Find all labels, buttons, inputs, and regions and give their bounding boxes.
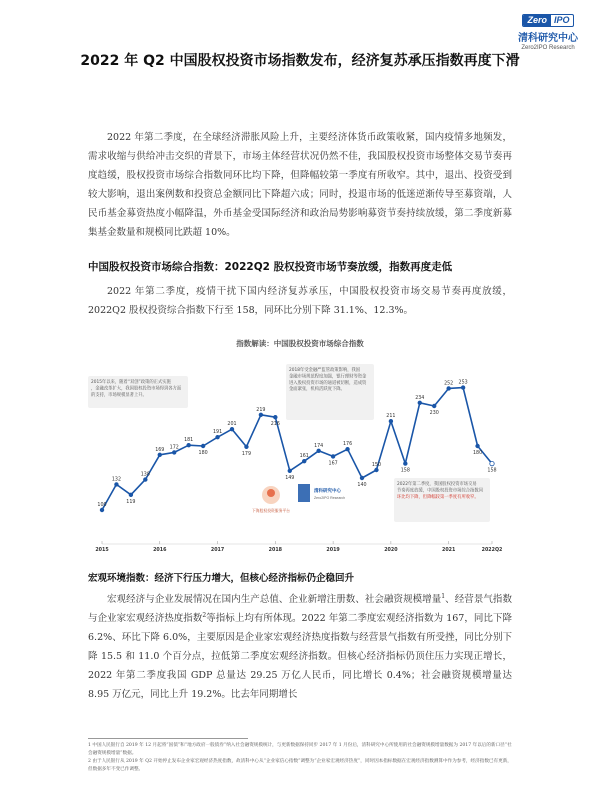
footnote-divider <box>88 738 248 739</box>
data-point <box>302 459 306 463</box>
x-tick-label: 2019 <box>326 548 340 553</box>
data-point <box>317 449 321 453</box>
data-label: 138 <box>140 472 150 478</box>
zero2ipo-logo <box>508 8 588 51</box>
x-tick-label: 2018 <box>268 548 283 553</box>
x-tick-label: 2022Q2 <box>481 548 503 553</box>
data-point <box>418 401 422 405</box>
data-point <box>100 508 104 512</box>
data-point <box>476 444 480 448</box>
data-point <box>245 445 249 449</box>
watermark-right-label-en: Zero2IPO Research <box>314 496 346 500</box>
composite-index-chart <box>88 332 512 554</box>
data-point <box>360 476 364 480</box>
chart-canvas <box>88 332 512 554</box>
data-label: 172 <box>169 445 179 451</box>
data-label: 180 <box>198 451 208 456</box>
data-label: 119 <box>126 499 136 505</box>
data-label: 216 <box>270 422 280 428</box>
data-point <box>115 483 119 487</box>
data-label: 253 <box>458 380 468 386</box>
logo-badge <box>522 14 573 27</box>
data-label: 201 <box>227 422 237 428</box>
section2-heading: 宏观环境指数：经济下行压力增大，但核心经济指标仍企稳回升 <box>88 573 355 584</box>
footnote-ref-2[interactable]: 2 <box>202 611 207 619</box>
data-point <box>375 468 379 472</box>
watermark-left-icon-core <box>267 489 275 497</box>
data-label: 191 <box>212 430 223 436</box>
data-point <box>230 427 234 431</box>
data-label: 211 <box>386 414 396 420</box>
data-point <box>259 413 263 417</box>
data-point <box>129 493 133 497</box>
data-label: 158 <box>400 468 410 474</box>
data-label: 167 <box>328 461 338 467</box>
data-label: 179 <box>241 451 252 457</box>
logo-badge-zero: Zero <box>523 14 551 27</box>
data-point <box>490 461 494 465</box>
x-tick-label: 2016 <box>153 548 167 553</box>
data-point <box>404 462 408 466</box>
section2-paragraph <box>88 590 512 704</box>
data-point <box>346 447 350 451</box>
data-point <box>274 415 278 419</box>
data-point <box>158 453 162 457</box>
logo-badge-ipo: IPO <box>554 15 570 25</box>
section2-body-a: 宏观经济与企业发展情况在国内生产总值、企业新增注册数、社会融资规模增量 <box>107 594 442 605</box>
section2-body-b: 、经营景气指数与企业家宏观经济热度指数 <box>88 594 512 624</box>
footnotes <box>88 742 512 774</box>
data-point <box>187 443 191 447</box>
footnote-ref-1[interactable]: 1 <box>441 592 446 600</box>
data-label: 176 <box>342 442 353 448</box>
footnote-1: 1 中国人民银行自 2019 年 12 月起将“国债”和“地方政府一般债券”纳入社会融资规模统计，与更新数据保持同步 2017 年 1 月份后，清科研究中心所使用的社会融资规模增量数据为 2017 年以后的新口径“社会融资规模增量”数据。 <box>88 743 512 756</box>
annotation-text-3: 2022年第二季度，我国股权投资市场交易节奏再度放缓，中国股权投资市场综合指数同环比均下降，但降幅较第一季度有所收窄。 <box>397 482 483 500</box>
x-tick-label: 2015 <box>95 548 109 553</box>
data-point <box>389 419 393 423</box>
chart-title: 指数解读：中国股权投资市场综合指数 <box>236 339 364 348</box>
data-point <box>216 435 220 439</box>
logo-name-cn: 清科研究中心 <box>518 33 578 44</box>
data-point <box>144 478 148 482</box>
annotation-text-1: 2015年以来，随着“双创”政策的正式实施，金融改革扩大，我国股权投资市场得到各方面的支持，市场规模显著上升。 <box>91 380 182 398</box>
data-point <box>331 455 335 459</box>
data-label: 181 <box>184 438 194 444</box>
data-label: 180 <box>472 451 483 456</box>
section2-body-c: 等指标上均有所体现。2022 年第二季度宏观经济指数为 167，同比下降 6.2%、环比下降 6.0%，主要原因是企业家宏观经济热度指数与经营景气指数有所受挫，同比分别下降 15.5 和 11.0 个百分点，拉低第二季度宏观经济指数。但核心经济指标仍顶住压力实现正增长，2022 年第二季度我国 GDP 总量达 29.25 万亿人民币，同比增长 0.4%；社会融资规模增量达 8.95 万亿元，同比上升 19.2%。比去年同期增长 <box>88 613 512 700</box>
data-label: 174 <box>314 443 324 449</box>
data-label: 169 <box>155 447 165 453</box>
data-label: 230 <box>429 411 439 416</box>
annotation-text-2: 2018年受金融严监管政策影响，我国金融市场规范程度加强，银行理财等资金进入股权投资市场的通道被切断，造成资金面紧张，机构活跃度下降。 <box>289 368 367 393</box>
watermark-right-label-cn: 清科研究中心 <box>314 489 341 494</box>
data-label: 132 <box>111 477 122 483</box>
x-tick-label: 2020 <box>384 548 398 553</box>
data-label: 219 <box>256 407 266 413</box>
intro-paragraph: 2022 年第二季度，在全球经济滞胀风险上升，主要经济体货币政策收紧，国内疫情多地频发，需求收缩与供给冲击交织的背景下，市场主体经营状况仍然不佳，我国股权投资市场整体交易节奏再度趋缓，股权投资市场综合指数同环比均下降，但降幅较第一季度有所收窄。其中，退出、投资受到较大影响，退出案例数和投资总金额同比下降超六成；同时，投退市场的低迷逆渐传导至募资端，人民币基金募资热度小幅降温，外币基金受国际经济和政治局势影响募资节奏持续放缓，第二季度新募集基金数量和规模同比跌超 10%。 <box>88 132 512 238</box>
footnote-2: 2 由于人民银行从 2019 年 Q2 开始停止发布企业家宏观经济热度指数，故清科中心从“企业家信心指数”调整为“企业家宏观经济热度”，同时因本指标数据在宏观经济指数测算中作为参考，经济指数已有更新，但数据多年不变已作调整。 <box>88 759 512 772</box>
x-tick-label: 2021 <box>441 548 456 553</box>
data-point <box>432 404 436 408</box>
data-label: 158 <box>487 468 497 474</box>
data-label: 140 <box>357 483 367 488</box>
watermark-right-icon <box>298 484 310 502</box>
data-point <box>461 386 465 390</box>
logo-name-en: Zero2IPO Research <box>521 45 575 51</box>
watermark-left-label: 下海股权投资服务平台 <box>252 508 290 513</box>
data-label: 100 <box>97 503 107 508</box>
data-label: 252 <box>444 381 454 387</box>
x-tick-label: 2017 <box>210 548 225 553</box>
data-point <box>288 469 292 473</box>
data-point <box>172 451 176 455</box>
article-title: 2022 年 Q2 中国股权投资市场指数发布，经济复苏承压指数再度下滑 <box>80 53 520 69</box>
section1-heading: 中国股权投资市场综合指数：2022Q2 股权投资市场节奏放缓，指数再度走低 <box>88 261 453 273</box>
data-point <box>447 387 451 391</box>
data-label: 149 <box>285 475 295 481</box>
data-label: 161 <box>299 454 309 460</box>
data-label: 150 <box>371 463 382 468</box>
data-point <box>201 444 205 448</box>
section1-paragraph: 2022 年第二季度，疫情干扰下国内经济复苏承压，中国股权投资市场交易节奏再度放缓，2022Q2 股权投资综合指数下行至 158，同环比分别下降 31.1%、12.3%。 <box>88 286 512 316</box>
data-label: 234 <box>415 395 425 401</box>
